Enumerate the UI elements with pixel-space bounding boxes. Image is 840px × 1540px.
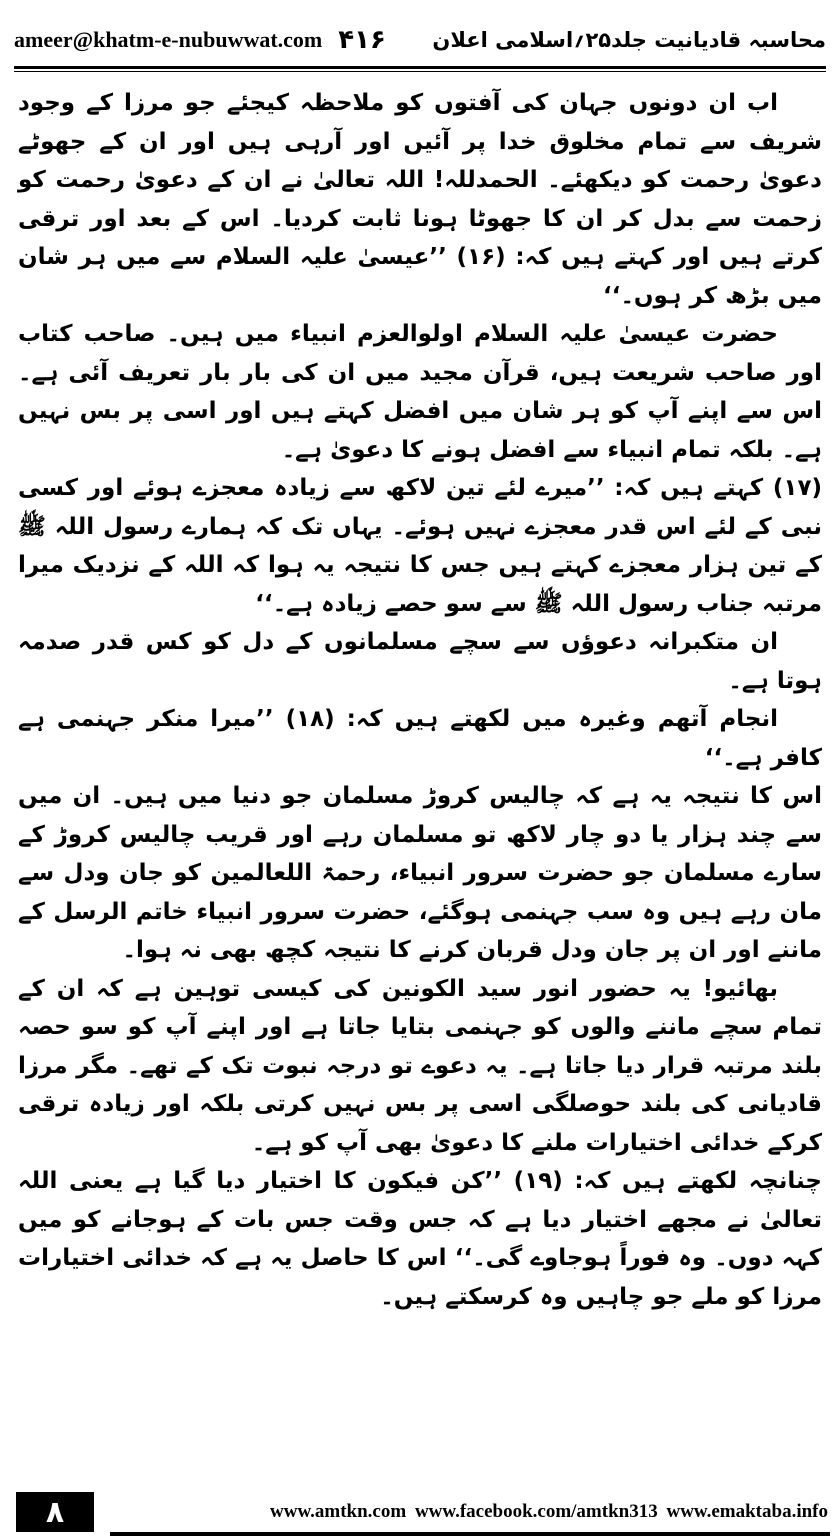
paragraph: حضرت عیسیٰ علیہ السلام اولوالعزم انبیاء میں ہیں۔ صاحب کتاب اور صاحب شریعت ہیں، قرآن مجید میں ان کی بار بار تعریف آئی ہے۔ اس سے اپنے آپ کو ہر شان میں افضل کہتے ہیں اور اسی پر بس نہیں ہے۔ بلکہ تمام انبیاء سے افضل ہونے کا دعویٰ ہے۔	[18, 321, 822, 463]
email-address[interactable]: ameer@khatm-e-nubuwwat.com	[14, 27, 323, 52]
paragraph: بھائیو! یہ حضور انور سید الکونین کی کیسی توہین ہے کہ ان کے تمام سچے ماننے والوں کو جہنمی بتایا جاتا ہے اور اپنے آپ کو سو حصہ بلند مرتبہ قرار دیا جاتا ہے۔ یہ دعوے تو درجہ نبوت تک کے تھے۔ مگر مرزا قادیانی کی بلند حوصلگی اسی پر بس نہیں کرتی بلکہ اور زیادہ ترقی کرکے خدائی اختیارات ملنے کا دعویٰ بھی آپ کو ہے۔	[18, 975, 822, 1156]
paragraph: (۱۷) کہتے ہیں کہ: ’’میرے لئے تین لاکھ سے زیادہ معجزے ہوئے اور کسی نبی کے لئے اس قدر معجزے نہیں ہوئے۔ یہاں تک کہ ہمارے رسول اللہ ﷺ کے تین ہزار معجزے کہتے ہیں جس کا نتیجہ یہ ہوا کہ اللہ کے نزدیک میرا مرتبہ جناب رسول اللہ ﷺ سے سو حصے زیادہ ہے۔‘‘	[18, 475, 822, 617]
page-number: ۴۱۶	[338, 25, 386, 55]
body-text	[18, 84, 822, 1464]
footer-link-facebook[interactable]: www.facebook.com/amtkn313	[414, 1501, 658, 1522]
paragraph: اب ان دونوں جہان کی آفتوں کو ملاحظہ کیجئے جو مرزا کے وجود شریف سے تمام مخلوق خدا پر آئیں اور آرہی ہیں اور ان کے جھوٹے دعویٰ رحمت کو دیکھئے۔ الحمدللہ! اللہ تعالیٰ نے ان کے دعویٰ رحمت کو زحمت سے بدل کر ان کا جھوٹا ہونا ثابت کردیا۔ اس کے بعد اور ترقی کرتے ہیں اور کہتے ہیں کہ: (۱۶) ’’عیسیٰ علیہ السلام سے میں ہر شان میں بڑھ کر ہوں۔‘‘	[18, 90, 822, 309]
header-divider	[14, 66, 826, 69]
footer-link-emaktaba[interactable]: www.emaktaba.info	[666, 1501, 828, 1522]
paragraph: اس کا نتیجہ یہ ہے کہ چالیس کروڑ مسلمان جو دنیا میں ہیں۔ ان میں سے چند ہزار یا دو چار لاکھ تو مسلمان رہے اور قریب چالیس کروڑ کے سارے مسلمان جو حضرت سرور انبیاء، رحمۃ اللعالمین کو جان ودل سے مان رہے ہیں وہ سب جہنمی ہوگئے، حضرت سرور انبیاء خاتم الرسل کے ماننے اور ان پر جان ودل قربان کرنے کا نتیجہ کچھ بھی نہ ہوا۔	[18, 783, 822, 963]
page-header	[14, 18, 826, 62]
paragraph: ان متکبرانہ دعوؤں سے سچے مسلمانوں کے دل کو کس قدر صدمہ ہوتا ہے۔	[18, 629, 822, 694]
header-divider-thin	[14, 71, 826, 72]
footer-link-amtkn[interactable]: www.amtkn.com	[270, 1501, 407, 1522]
paragraph: انجام آتھم وغیرہ میں لکھتے ہیں کہ: (۱۸) ’’میرا منکر جہنمی ہے کافر ہے۔‘‘	[18, 706, 822, 771]
header-left	[14, 25, 386, 55]
footer-page-number: ۸	[16, 1492, 94, 1532]
footer-links	[110, 1492, 830, 1536]
page-footer	[0, 1488, 840, 1540]
paragraph: چنانچہ لکھتے ہیں کہ: (۱۹) ’’کن فیکون کا اختیار دیا گیا ہے یعنی اللہ تعالیٰ نے مجھے اختیار دیا ہے کہ جس وقت جس بات کے ہوجانے کو میں کہہ دوں۔ وہ فوراً ہوجاوے گی۔‘‘ اس کا حاصل یہ ہے کہ خدائی اختیارات مرزا کو ملے جو چاہیں وہ کرسکتے ہیں۔	[18, 1168, 822, 1310]
book-title: محاسبہ قادیانیت جلد۲۵؍اسلامی اعلان	[432, 28, 826, 52]
